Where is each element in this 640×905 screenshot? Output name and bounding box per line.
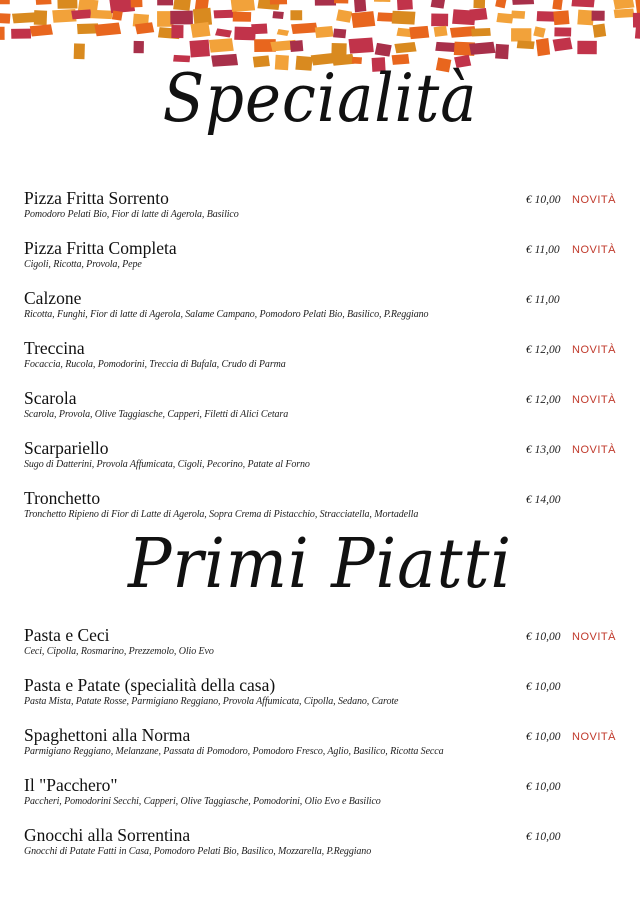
mosaic-tile	[315, 0, 336, 6]
item-description: Cigoli, Ricotta, Provola, Pepe	[24, 259, 142, 270]
mosaic-tile	[57, 0, 77, 9]
mosaic-tile	[112, 10, 123, 20]
mosaic-tile	[374, 0, 391, 2]
item-price: € 11,00	[526, 244, 560, 256]
item-price: € 11,00	[526, 294, 560, 306]
item-name: Pizza Fritta Completa	[24, 238, 177, 258]
mosaic-tile	[277, 29, 289, 36]
mosaic-tile	[471, 28, 491, 36]
new-badge: NOVITÀ	[572, 394, 616, 406]
mosaic-tile	[512, 0, 534, 5]
item-description: Focaccia, Rucola, Pomodorini, Treccia di Bufala, Crudo di Parma	[24, 359, 286, 370]
mosaic-tile	[333, 29, 346, 39]
item-name: Gnocchi alla Sorrentina	[24, 825, 191, 845]
item-description: Gnocchi di Patate Fatti in Casa, Pomodoro Pelati Bio, Basilico, Mozzarella, P.Reggiano	[24, 846, 372, 857]
mosaic-tile	[552, 0, 562, 10]
section-title-primi-piatti: Primi Piatti	[127, 525, 513, 604]
mosaic-tile	[495, 0, 507, 8]
mosaic-tile	[431, 0, 446, 9]
mosaic-tile	[431, 14, 448, 27]
item-name: Tronchetto	[24, 488, 101, 508]
menu-item	[24, 238, 624, 282]
item-name: Treccina	[24, 338, 85, 358]
mosaic-tile	[94, 23, 121, 37]
item-price: € 12,00	[526, 344, 561, 356]
item-price: € 10,00	[526, 781, 561, 793]
mosaic-tile	[130, 0, 142, 7]
mosaic-tile	[348, 38, 373, 54]
item-name: Pasta e Ceci	[24, 625, 110, 645]
mosaic-tile	[171, 25, 183, 38]
menu-item	[24, 675, 624, 719]
new-badge: NOVITÀ	[572, 194, 616, 206]
mosaic-tile	[593, 23, 607, 37]
mosaic-tile	[511, 28, 531, 41]
mosaic-tile	[34, 10, 47, 25]
new-badge: NOVITÀ	[572, 631, 616, 643]
item-price: € 10,00	[526, 631, 561, 643]
item-name: Pasta e Patate (specialità della casa)	[24, 675, 276, 695]
mosaic-tile	[469, 42, 495, 55]
item-name: Scarola	[24, 388, 77, 408]
mosaic-tile	[434, 26, 448, 37]
mosaic-tile	[334, 0, 348, 3]
mosaic-tile	[290, 10, 302, 20]
menu-item	[24, 825, 624, 869]
item-description: Ceci, Cipolla, Rosmarino, Prezzemolo, Olio Evo	[24, 646, 214, 657]
item-description: Pomodoro Pelati Bio, Fior di latte di Agerola, Basilico	[24, 209, 239, 220]
new-badge: NOVITÀ	[572, 444, 616, 456]
item-name: Spaghettoni alla Norma	[24, 725, 191, 745]
mosaic-tile	[134, 41, 144, 53]
mosaic-tile	[230, 0, 255, 12]
item-price: € 10,00	[526, 831, 561, 843]
mosaic-tile	[553, 37, 573, 51]
menu-item	[24, 188, 624, 232]
mosaic-tile	[233, 12, 252, 22]
mosaic-tile	[394, 42, 416, 53]
mosaic-tile	[315, 26, 334, 38]
mosaic-tile	[577, 41, 597, 55]
mosaic-tile	[170, 11, 193, 25]
menu-item	[24, 288, 624, 332]
item-description: Scarola, Provola, Olive Taggiasche, Capperi, Filetti di Alici Cetara	[24, 409, 289, 420]
mosaic-tile	[209, 38, 234, 52]
mosaic-tile	[553, 10, 569, 25]
mosaic-tile	[473, 0, 485, 8]
mosaic-tile	[135, 22, 154, 34]
item-description: Tronchetto Ripieno di Fior di Latte di Agerola, Sopra Crema di Pistacchio, Stracciatella, Mortadella	[24, 509, 419, 520]
mosaic-tile	[157, 0, 173, 5]
mosaic-tile	[336, 9, 352, 22]
mosaic-tile	[469, 8, 487, 21]
mosaic-tile	[0, 27, 5, 40]
mosaic-tile	[251, 24, 267, 35]
mosaic-tile	[397, 0, 413, 10]
mosaic-tile	[536, 38, 550, 56]
mosaic-tile	[74, 43, 85, 59]
item-price: € 14,00	[526, 494, 561, 506]
item-description: Paccheri, Pomodorini Secchi, Capperi, Olive Taggiasche, Pomodorini, Olio Evo e Basilico	[24, 796, 381, 807]
menu-item	[24, 338, 624, 382]
item-price: € 12,00	[526, 394, 561, 406]
mosaic-tile	[272, 11, 283, 19]
mosaic-tile	[11, 29, 31, 39]
mosaic-tile	[592, 11, 605, 21]
mosaic-tile	[30, 24, 53, 36]
mosaic-tile	[0, 13, 11, 24]
new-badge: NOVITÀ	[572, 731, 616, 743]
mosaic-tile	[635, 0, 640, 14]
mosaic-tile	[351, 11, 375, 28]
mosaic-tile	[71, 9, 92, 19]
new-badge: NOVITÀ	[572, 344, 616, 356]
item-price: € 10,00	[526, 731, 561, 743]
item-name: Calzone	[24, 288, 82, 308]
mosaic-tile	[517, 40, 535, 49]
item-description: Pasta Mista, Patate Rosse, Parmigiano Reggiano, Provola Affumicata, Cipolla, Sedano, Carote	[24, 696, 399, 707]
mosaic-tile	[375, 43, 392, 57]
menu-item	[24, 725, 624, 769]
item-name: Il "Pacchero"	[24, 775, 118, 795]
mosaic-tile	[511, 10, 525, 18]
mosaic-tile	[190, 22, 210, 38]
menu-item	[24, 438, 624, 482]
menu-item	[24, 388, 624, 432]
mosaic-tile	[189, 40, 210, 58]
item-description: Parmigiano Reggiano, Melanzane, Passata di Pomodoro, Pomodoro Fresco, Aglio, Basilico, Ricotta Secca	[24, 746, 444, 757]
item-description: Sugo di Datterini, Provola Affumicata, Cigoli, Pecorino, Patate al Forno	[24, 459, 310, 470]
mosaic-tile	[291, 23, 318, 34]
item-price: € 10,00	[526, 681, 561, 693]
mosaic-tile	[577, 10, 594, 26]
mosaic-tile	[614, 8, 635, 18]
mosaic-tile	[270, 0, 287, 4]
mosaic-tile	[90, 10, 113, 19]
menu-item	[24, 625, 624, 669]
mosaic-tile	[496, 13, 513, 24]
mosaic-tile	[0, 0, 10, 4]
mosaic-tile	[533, 26, 545, 37]
item-description: Ricotta, Funghi, Fior di latte di Agerola, Salame Campano, Pomodoro Pelati Bio, Basilico, P.Reggiano	[24, 309, 429, 320]
mosaic-tile	[173, 0, 191, 11]
mosaic-tile	[35, 0, 51, 5]
mosaic-tile	[495, 44, 509, 59]
item-name: Pizza Fritta Sorrento	[24, 188, 169, 208]
mosaic-tile	[613, 0, 634, 9]
mosaic-tile	[354, 0, 367, 12]
section-title-specialita: Specialità	[162, 60, 478, 137]
mosaic-tile	[571, 0, 594, 7]
item-price: € 13,00	[526, 444, 561, 456]
item-name: Scarpariello	[24, 438, 109, 458]
mosaic-tile	[554, 27, 571, 36]
item-price: € 10,00	[526, 194, 561, 206]
mosaic-tile	[215, 28, 232, 37]
menu-item	[24, 775, 624, 819]
mosaic-tile	[392, 11, 416, 25]
new-badge: NOVITÀ	[572, 244, 616, 256]
mosaic-tile	[409, 26, 429, 39]
mosaic-tile	[290, 40, 303, 52]
